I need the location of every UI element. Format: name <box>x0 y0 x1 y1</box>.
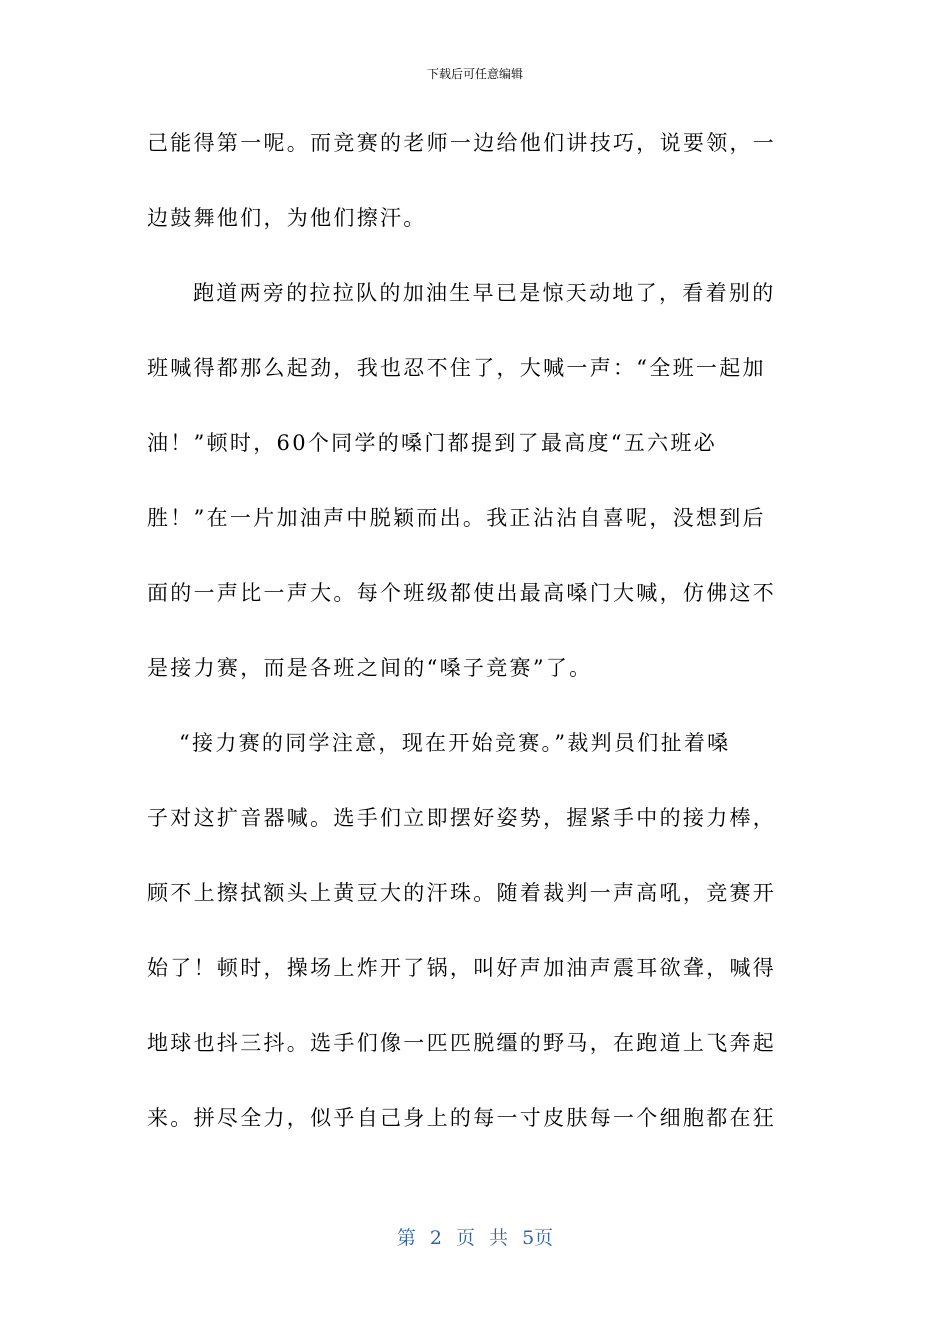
body-text <box>147 118 797 1168</box>
page-number-footer: 第 2 页 共 5页 <box>396 1227 554 1249</box>
page-header: 下载后可任意编辑 <box>426 67 523 81</box>
text-line: 面的一声比一声大。每个班级都使出最高嗓门大喊，仿佛这不 <box>147 581 777 605</box>
text-line: 子对这扩音器喊。选手们立即摆好姿势，握紧手中的接力棒， <box>147 806 777 830</box>
text-line: 是接力赛，而是各班之间的“嗓子竞赛”了。 <box>147 656 593 680</box>
text-line: 来。拼尽全力，似乎自己身上的每一寸皮肤每一个细胞都在狂 <box>147 1106 777 1130</box>
text-line: 始了！顿时，操场上炸开了锅，叫好声加油声震耳欲聋，喊得 <box>147 956 777 980</box>
text-line: 胜！”在一片加油声中脱颖而出。我正沾沾自喜呢，没想到后 <box>147 506 766 530</box>
text-line: 己能得第一呢。而竞赛的老师一边给他们讲技巧，说要领，一 <box>147 131 777 155</box>
text-line: 跑道两旁的拉拉队的加油生早已是惊天动地了，看着别的 <box>193 281 776 305</box>
text-line: “接力赛的同学注意，现在开始竞赛。”裁判员们扯着嗓 <box>179 731 731 755</box>
text-line: 油！”顿时，60个同学的嗓门都提到了最高度“五六班必 <box>147 431 717 455</box>
text-line: 地球也抖三抖。选手们像一匹匹脱缰的野马，在跑道上飞奔起 <box>147 1031 777 1055</box>
text-line: 顾不上擦拭额头上黄豆大的汗珠。随着裁判一声高吼，竞赛开 <box>147 881 777 905</box>
text-line: 边鼓舞他们，为他们擦汗。 <box>147 206 427 230</box>
text-line: 班喊得都那么起劲，我也忍不住了，大喊一声：“全班一起加 <box>147 356 766 380</box>
